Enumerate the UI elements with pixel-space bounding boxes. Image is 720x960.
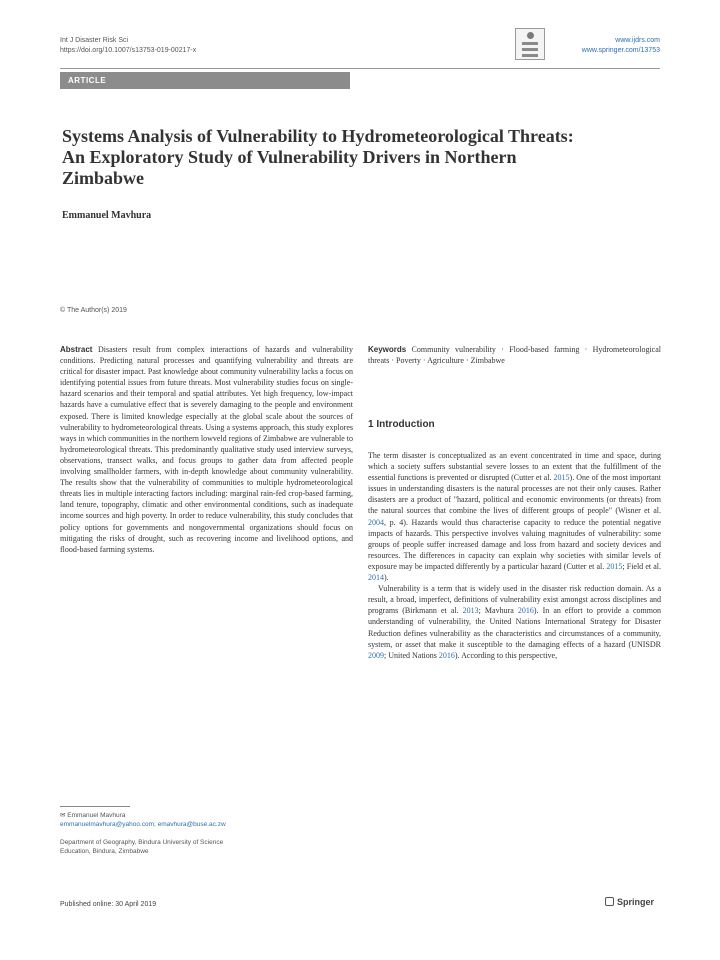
journal-links [552,36,660,56]
citation-link[interactable]: 2014 [368,573,384,583]
journal-website-link[interactable]: www.ijdrs.com [615,37,660,44]
publisher-name: Springer [617,897,655,907]
keywords-section [368,344,661,366]
footnote-divider [60,806,130,807]
citation-link[interactable]: 2013 [462,606,479,616]
journal-info [60,36,196,56]
publisher-logo [605,897,654,907]
journal-logo-icon [515,28,545,60]
introduction-body [368,450,661,661]
keywords-label: Keywords [368,345,407,354]
citation-link[interactable]: 2015 [553,473,570,483]
citation-link[interactable]: 2009 [368,650,384,660]
publication-date: Published online: 30 April 2019 [60,901,157,908]
article-title: Systems Analysis of Vulnerability to Hydrometeorological Threats: An Exploratory Study of Vulnerability Drivers in Northern Zimbabwe [62,126,574,188]
author-affiliation [60,838,353,856]
abstract-label: Abstract [60,345,93,354]
affiliation-line: Education, Bindura, Zimbabwe [60,848,149,855]
header-divider [60,68,660,69]
article-type-tag: ARTICLE [60,72,350,89]
author-contact [60,811,353,829]
citation-link[interactable]: 2015 [606,561,623,571]
springer-journal-link[interactable]: www.springer.com/13753 [581,47,660,54]
citation-link[interactable]: 2016 [438,650,455,660]
contact-author: ✉ Emmanuel Mavhura [60,812,126,819]
journal-name: Int J Disaster Risk Sci [60,37,129,44]
keywords-text: Community vulnerability · Flood-based farming · Hydrometeorological threats · Poverty · Agriculture · Zimbabwe [368,345,662,366]
intro-paragraph: Vulnerability is a term that is widely used in the disaster risk reduction domain. As a result, a broad, imperfect, definitions of vulnerability exist amongst across disciplines and programs (Birkmann et al. 2013; Mavhura 2016). In an effort to provide a common understanding of vulnerability, the United Nations International Strategy for Disaster Reduction defines vulnerability as the characteristics and circumstances of a community, system, or asset that make it susceptible to the damaging effects of a hazard (UNISDR 2009; United Nations 2016). According to this perspective, [368,584,661,660]
intro-paragraph: The term disaster is conceptualized as an event concentrated in time and space, during which a society suffers substantial severe losses to an extent that the fulfillment of the essential functions is prevented or disrupted (Cutter et al. 2015). One of the most important issues in understanding disasters is the natural processes are not their only causes. Rather disasters are a product of "hazard, political and economic environments (or threats) from the natural sources that combine the lives of different groups of people" (Wisner et al. 2004, p. 4). Hazards would thus characterise capacity to reduce the potential negative impacts of hazards. This perspective involves valuing magnitudes of vulnerability: some groups of people suffer increased damage and loss from hazard and society devices and resources. The differences in capacity can explain why societies with similar levels of exposure may be impacted differently by a particular hazard (Cutter et al. 2015; Field et al. 2014). [368,451,662,583]
introduction-heading: 1 Introduction [368,419,435,430]
copyright-notice: © The Author(s) 2019 [60,307,127,314]
springer-horse-icon [605,897,614,906]
abstract-text: Disasters result from complex interactions of hazards and vulnerability conditions. Predicting natural processes and quantifying vulnerability and threats are critical for disaster impact. Past knowledge about community vulnerability lacks a focus on identifying potential issues from future threats. Most vulnerability studies focus on single-hazard scenarios and their temporal and spatial attributes. Yet high frequency, low-impact hazards have a cumulative effect that is severely damaging to the people and environment exposed. There is limited knowledge especially at the global scale about the sources of vulnerability to hydrometeorological threats. Using a systems approach, this study explores ways in which communities in the northern lowveld regions of Zimbabwe are vulnerable to hydrometeorological threats. This predominantly qualitative study used interview surveys, observations, transect walks, and focus groups to gather data from affected people involving smallholder farmers, with in-depth knowledge about community vulnerability. The results show that the vulnerability of communities to multiple hydrometeorological threats lies in multiple interacting factors including: marginal rain-fed crop-based farming, land tenure, topography, climatic and other environmental conditions, such as inadequate income sources and high poverty. In order to reduce vulnerability, this study concludes that policy options for governments and nongovernmental organizations should focus on mitigating the risks of drought, such as recovering income and livelihood options, and flood-based farming systems. [60,345,353,554]
abstract-section [60,344,353,555]
author-email-link[interactable]: emmanuelmavhura@yahoo.com; emavhura@buse.ac.zw [60,821,226,828]
citation-link[interactable]: 2016 [517,606,534,616]
affiliation-line: Department of Geography, Bindura University of Science [60,839,224,846]
citation-link[interactable]: 2004 [368,517,384,527]
author-name[interactable]: Emmanuel Mavhura [62,210,152,221]
doi-link[interactable]: https://doi.org/10.1007/s13753-019-00217-x [60,47,197,54]
